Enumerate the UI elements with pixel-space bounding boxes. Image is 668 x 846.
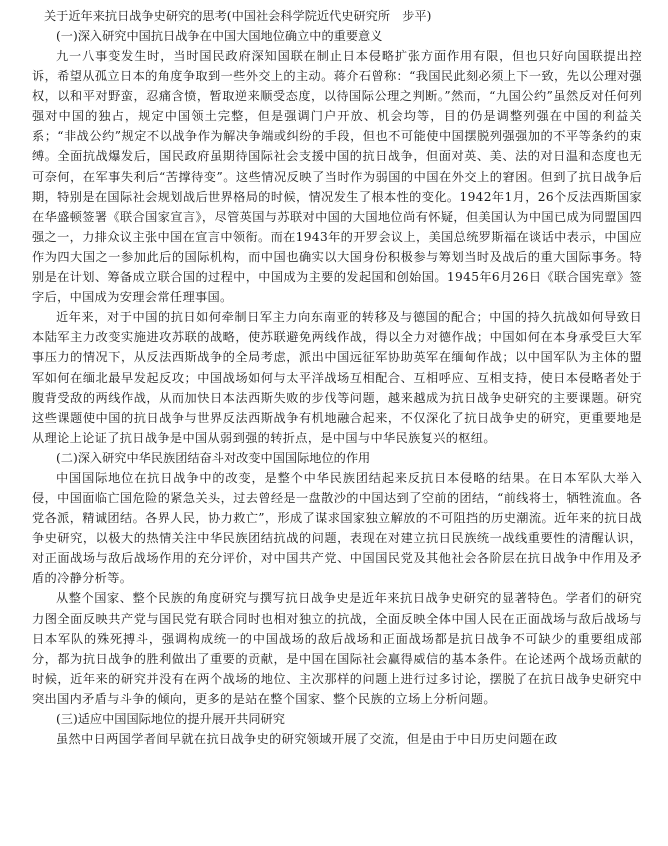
- section-heading-1: (一)深入研究中国抗日战争在中国大国地位确立中的重要意义: [56, 29, 383, 43]
- section-1-paragraph-2: 近年来，对于中国的抗日如何牵制日军主力向东南亚的转移及与德国的配合；中国的持久抗战如何导致日本陆军主力改变实施进攻苏联的战略，使苏联避免两线作战，得以全力对德作战；中国如何在本身承受巨大军事压力的情况下，从反法西斯战争的全局考虑，派出中国远征军协助英军在缅甸作战；以中国军队为主体的盟军如何在缅北最早发起反攻；中国战场如何与太平洋战场互相配合、互相呼应、互相支持，使日本侵略者处于腹背受敌的两线作战，从而加快日本法西斯失败的步伐等问题，越来越成为抗日战争史研究的主要课题。研究这些课题使中国的抗日战争与世界反法西斯战争有机地融合起来，不仅深化了抗日战争史的研究，更重要地是从理论上论证了抗日战争是中国从弱到强的转折点，是中国与中华民族复兴的枢纽。: [32, 310, 642, 445]
- document-page: [32, 6, 642, 749]
- section-heading-2: (二)深入研究中华民族团结奋斗对改变中国国际地位的作用: [56, 450, 371, 465]
- section-1-paragraph-1: 九一八事变发生时，当时国民政府深知国联在制止日本侵略扩张方面作用有限，但也只好向国联提出控诉，希望从孤立日本的角度争取到一些外交上的主动。蒋介石曾称：“我国民此刻必须上下一致，先以公理对强权，以和平对野蛮，忍痛含愤，暂取逆来顺受态度，以待国际公理之判断。”然而，“九国公约”虽然反对任何列强对中国的独占，规定中国领土完整，但是强调门户开放、机会均等，目的仍是调整列强在中国的利益关系；“非战公约”规定不以战争作为解决争端或纠纷的手段，但也不可能使中国摆脱列强强加的不平等条约的束缚。全面抗战爆发后，国民政府虽期待国际社会支援中国的抗日战争，但面对英、美、法的对日温和态度也无可奈何，在军事失利后“苦撑待变”。这些情况反映了当时作为弱国的中国在外交上的窘困。但到了抗日战争后期，特别是在国际社会规划战后世界格局的时候，情况发生了根本性的变化。1942年1月，26个反法西斯国家在华盛顿签署《联合国家宣言》，尽管英国与苏联对中国的大国地位尚有怀疑，但美国认为中国已成为同盟国四强之一，力排众议主张中国在宣言中领衔。而在1943年的开罗会议上，美国总统罗斯福在谈话中表示，中国应作为四大国之一参加此后的国际机构，而中国也确实以大国身份积极参与筹划当时及战后的重大国际事务。特别是在计划、筹备成立联合国的过程中，中国成为主要的发起国和创始国。1945年6月26日《联合国宪章》签字后，中国成为安理会常任理事国。: [32, 49, 642, 305]
- section-2-paragraph-1: 中国国际地位在抗日战争中的改变，是整个中华民族团结起来反抗日本侵略的结果。在日本军队大举入侵，中国面临亡国危险的紧急关头，过去曾经是一盘散沙的中国达到了空前的团结，“前线将士，牺牲流血。各党各派，精诚团结。各界人民，协力救亡”，形成了谋求国家独立解放的不可阻挡的历史潮流。近年来的抗日战争史研究，以极大的热情关注中华民族团结抗战的问题，表现在对建立抗日民族统一战线重要性的清醒认识，对正面战场与敌后战场作用的充分评价，对中国共产党、中国国民党及其他社会各阶层在抗日战争中作用及矛盾的冷静分析等。: [32, 470, 642, 586]
- section-heading-3: (三)适应中国国际地位的提升展开共同研究: [56, 712, 285, 726]
- document-title: 关于近年来抗日战争史研究的思考(中国社会科学院近代史研究所 步平): [44, 9, 432, 23]
- section-3-paragraph-1: 虽然中日两国学者间早就在抗日战争史的研究领域开展了交流，但是由于中日历史问题在政: [56, 732, 558, 746]
- section-2-paragraph-2: 从整个国家、整个民族的角度研究与撰写抗日战争史是近年来抗日战争史研究的显著特色。学者们的研究力图全面反映共产党与国民党有联合同时也相对独立的抗战，全面反映全体中国人民在正面战场与敌后战场与日本军队的殊死搏斗，强调构成统一的中国战场的敌后战场和正面战场都是抗日战争不可缺少的重要组成部分，都为抗日战争的胜利做出了重要的贡献，是中国在国际社会赢得威信的基本条件。在论述两个战场贡献的时候，近年来的研究并没有在两个战场的地位、主次那样的问题上进行过多讨论，摆脱了在抗日战争史研究中突出国内矛盾与斗争的倾向，更多的是站在整个国家、整个民族的立场上分析问题。: [32, 591, 642, 706]
